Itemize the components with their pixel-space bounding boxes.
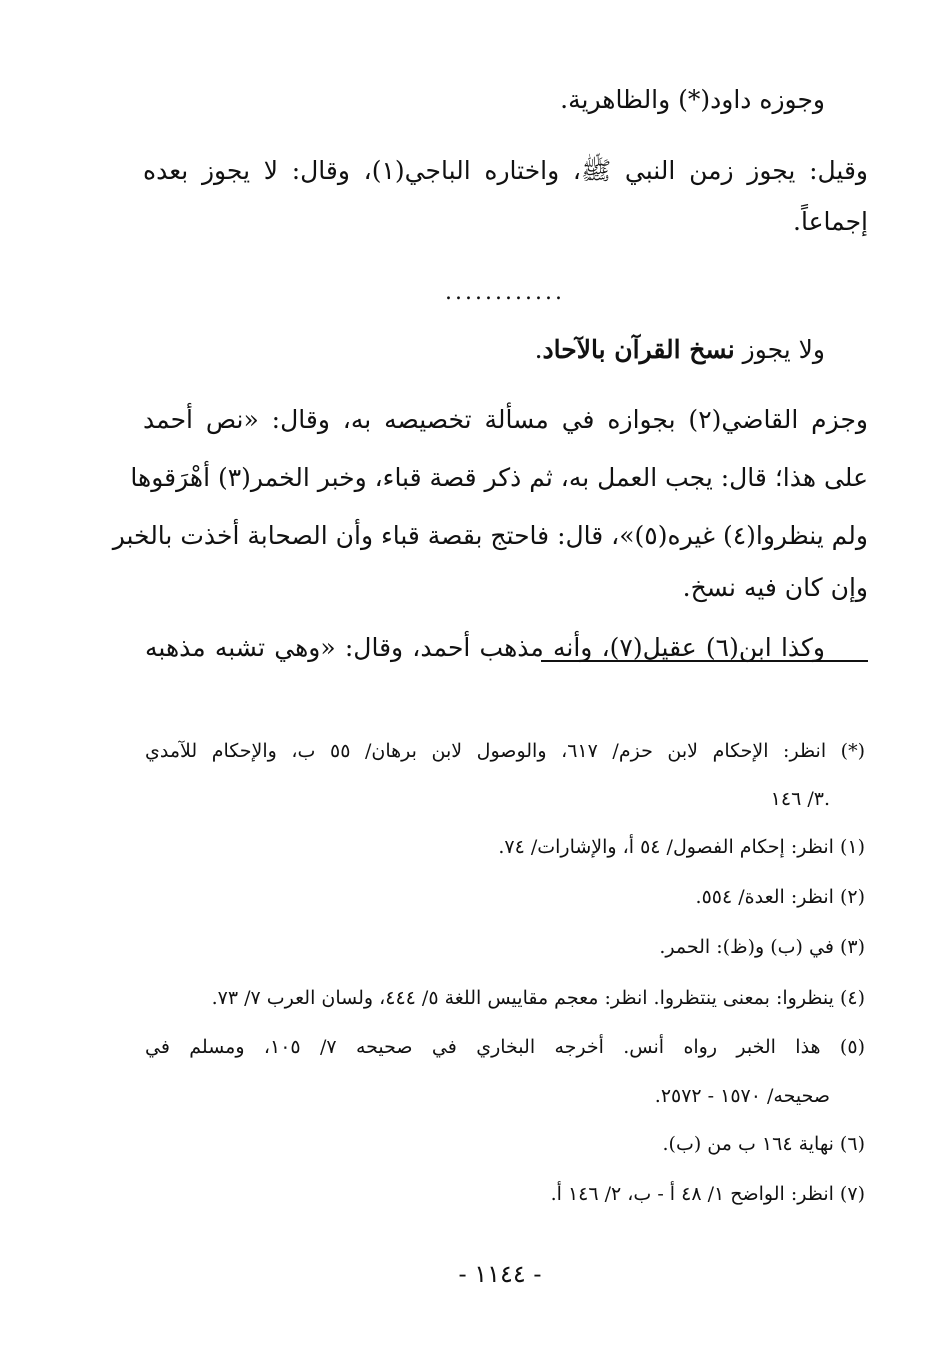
heading-bold-term: نسخ القرآن بالآحاد bbox=[542, 335, 735, 364]
body-line-7: ولم ينظروا(٤) غيره(٥)»، قال: فاحتج بقصة قباء وأن الصحابة أخذت بالخبر bbox=[112, 521, 868, 550]
body-heading-line bbox=[535, 335, 825, 364]
body-line-1: وجوزه داود(*) والظاهرية. bbox=[560, 85, 825, 114]
body-line-3: إجماعاً. bbox=[793, 207, 868, 236]
footnote-separator-rule bbox=[541, 660, 868, 662]
footnote-2: (٢) انظر: العدة/ ٥٥٤. bbox=[695, 886, 865, 908]
section-separator-dots: ............ bbox=[445, 280, 565, 305]
footnote-1: (١) انظر: إحكام الفصول/ ٥٤ أ، والإشارات/ ٧٤. bbox=[498, 836, 865, 858]
body-line-2: وقيل: يجوز زمن النبي ﷺ، واختاره الباجي(١)، وقال: لا يجوز بعده bbox=[143, 156, 868, 185]
footnote-5: (٥) هذا الخبر رواه أنس. أخرجه البخاري في صحيحه ٧/ ١٠٥، ومسلم في bbox=[145, 1036, 865, 1058]
footnote-star-cont: ٣/ ١٤٦. bbox=[770, 788, 830, 810]
footnote-6: (٦) نهاية ١٦٤ ب من (ب). bbox=[662, 1133, 865, 1155]
footnote-7: (٧) انظر: الواضح ١/ ٤٨ أ - ب، ٢/ ١٤٦ أ. bbox=[550, 1183, 865, 1205]
body-line-5: وجزم القاضي(٢) بجوازه في مسألة تخصيصه به، وقال: «نص أحمد bbox=[143, 405, 868, 434]
footnote-4: (٤) ينظروا: بمعنى ينتظروا. انظر: معجم مقاييس اللغة ٥/ ٤٤٤، ولسان العرب ٧/ ٧٣. bbox=[211, 987, 865, 1009]
footnote-5-cont: صحيحه/ ١٥٧٠ - ٢٥٧٢. bbox=[654, 1085, 830, 1107]
body-line-9: وكذا ابن(٦) عقيل(٧)، وأنه مذهب أحمد، وقال: «وهي تشبه مذهبه bbox=[145, 633, 826, 662]
footnote-star: (*) انظر: الإحكام لابن حزم/ ٦١٧، والوصول لابن برهان/ ٥٥ ب، والإحكام للآمدي bbox=[145, 740, 865, 762]
body-line-6: على هذا؛ قال: يجب العمل به، ثم ذكر قصة قباء، وخبر الخمر(٣) أهْرَقوها bbox=[130, 463, 868, 492]
page-number: - ١١٤٤ - bbox=[458, 1260, 542, 1288]
heading-prefix: ولا يجوز bbox=[734, 335, 825, 364]
footnote-3: (٣) في (ب) و(ظ): الحمر. bbox=[659, 936, 865, 958]
body-line-8: وإن كان فيه نسخ. bbox=[682, 573, 868, 602]
heading-suffix: . bbox=[534, 335, 543, 364]
